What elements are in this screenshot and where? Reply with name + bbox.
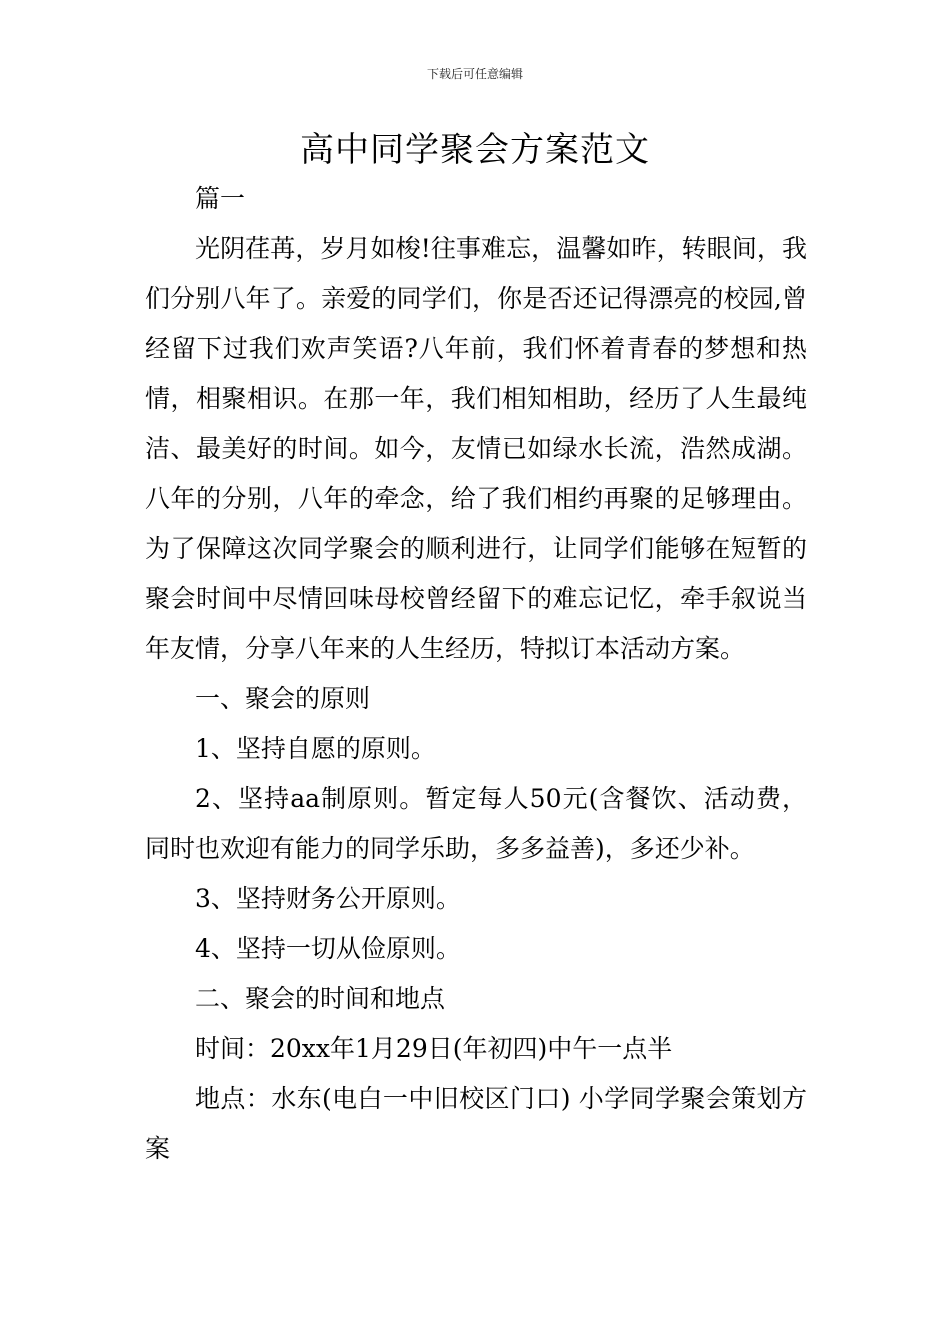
section-heading-time-place: 二、聚会的时间和地点 — [195, 984, 446, 1013]
section-label: 篇一 — [195, 184, 246, 213]
principle-item-2: 2、坚持aa制原则。暂定每人50元(含餐饮、活动费，同时也欢迎有能力的同学乐助，多多益善)，多还少补。 — [145, 784, 807, 863]
principle-item-3: 3、坚持财务公开原则。 — [195, 884, 461, 913]
document-body — [145, 174, 807, 1174]
section-heading-principles: 一、聚会的原则 — [195, 684, 371, 713]
intro-paragraph: 光阴荏苒，岁月如梭!往事难忘，温馨如昨，转眼间，我们分别八年了。亲爱的同学们，你是否还记得漂亮的校园,曾经留下过我们欢声笑语?八年前，我们怀着青春的梦想和热情，相聚相识。在那一年，我们相知相助，经历了人生最纯洁、最美好的时间。如今，友情已如绿水长流，浩然成湖。八年的分别，八年的牵念，给了我们相约再聚的足够理由。为了保障这次同学聚会的顺利进行，让同学们能够在短暂的聚会时间中尽情回味母校曾经留下的难忘记忆，牵手叙说当年友情，分享八年来的人生经历，特拟订本活动方案。 — [145, 234, 807, 663]
header-note: 下载后可任意编辑 — [426, 67, 523, 81]
time-line: 时间：20xx年1月29日(年初四)中午一点半 — [195, 1034, 673, 1063]
place-line: 地点：水东(电白一中旧校区门口) 小学同学聚会策划方案 — [145, 1084, 807, 1163]
principle-item-4: 4、坚持一切从俭原则。 — [195, 934, 461, 963]
principle-item-1: 1、坚持自愿的原则。 — [195, 734, 436, 763]
document-title: 高中同学聚会方案范文 — [300, 130, 650, 170]
